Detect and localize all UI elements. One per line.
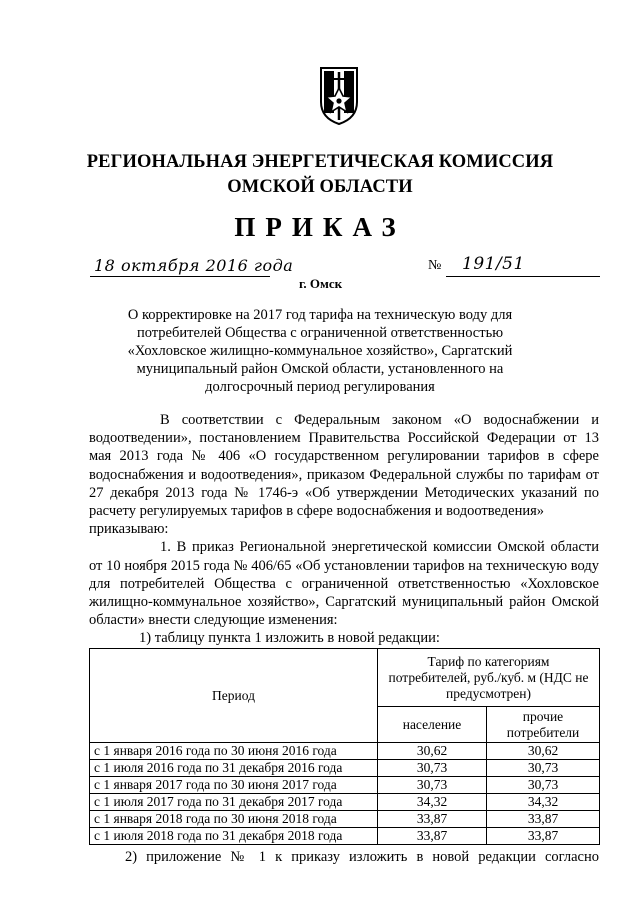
population-cell: 33,87	[378, 828, 487, 845]
order-body	[89, 411, 599, 648]
handwritten-date: 18 октября 2016 года	[94, 256, 294, 275]
handwritten-number: 191/51	[462, 254, 525, 274]
subject-line: «Хохловское жилищно-коммунальное хозяйство», Саргатский	[127, 343, 513, 359]
table-row	[90, 811, 600, 828]
item-1-subitem-1: 1) таблицу пункта 1 изложить в новой редакции:	[139, 630, 440, 647]
other-cell: 33,87	[487, 828, 600, 845]
period-cell: с 1 января 2018 года по 30 июня 2018 года	[90, 811, 378, 828]
subject-line: долгосрочный период регулирования	[205, 379, 435, 395]
other-cell: 30,73	[487, 777, 600, 794]
population-cell: 33,87	[378, 811, 487, 828]
coat-of-arms-icon	[318, 66, 360, 126]
table-row	[90, 794, 600, 811]
subject-line: О корректировке на 2017 год тарифа на техническую воду для	[127, 307, 513, 323]
table-row	[90, 743, 600, 760]
preamble: В соответствии с Федеральным законом «О водоснабжении и водоотведении», постановлением Правительства Российской Федерации от 13 мая 2013 года № 406 «О государственном регулировании тарифов в сфере водоснабжения и водоотведения», приказом Федеральной службы по тарифам от 27 декабря 2013 года № 1746-э «Об утверждении Методических указаний по расчету регулируемых тарифов в сфере водоснабжения и водоотведения»	[89, 412, 599, 520]
population-cell: 34,32	[378, 794, 487, 811]
header-population: население	[378, 707, 487, 743]
other-cell: 30,73	[487, 760, 600, 777]
subject-line: муниципальный район Омской области, установленного на	[136, 361, 504, 377]
city: г. Омск	[299, 276, 343, 291]
table-row	[90, 777, 600, 794]
organization-name-line1: РЕГИОНАЛЬНАЯ ЭНЕРГЕТИЧЕСКАЯ КОМИССИЯ	[86, 152, 554, 172]
other-cell: 30,62	[487, 743, 600, 760]
other-cell: 33,87	[487, 811, 600, 828]
document-title: ПРИКАЗ	[234, 212, 406, 242]
header-other: прочие потребители	[487, 707, 600, 743]
population-cell: 30,73	[378, 777, 487, 794]
order-subject	[80, 306, 560, 396]
period-cell: с 1 января 2017 года по 30 июня 2017 года	[90, 777, 378, 794]
organization-name-line2: ОМСКОЙ ОБЛАСТИ	[227, 177, 413, 197]
period-cell: с 1 июля 2016 года по 31 декабря 2016 года	[90, 760, 378, 777]
number-underline	[446, 276, 600, 277]
order-word: приказываю:	[89, 521, 169, 538]
period-cell: с 1 января 2016 года по 30 июня 2016 года	[90, 743, 378, 760]
date-underline	[90, 276, 270, 277]
table-row	[90, 828, 600, 845]
item-1: 1. В приказ Региональной энергетической комиссии Омской области от 10 ноября 2015 года № 406/65 «Об установлении тарифов на техническую воду для потребителей Общества с ограниченной ответственностью «Хохловское жилищно-коммунальное хозяйство», Саргатский муниципальный район Омской области» внести следующие изменения:	[89, 539, 599, 629]
subject-line: потребителей Общества с ограниченной ответственностью	[136, 325, 504, 341]
tariff-table	[89, 648, 600, 845]
population-cell: 30,73	[378, 760, 487, 777]
table-row	[90, 760, 600, 777]
population-cell: 30,62	[378, 743, 487, 760]
header-tariff: Тариф по категориям потребителей, руб./куб. м (НДС не предусмотрен)	[378, 649, 600, 707]
period-cell: с 1 июля 2017 года по 31 декабря 2017 года	[90, 794, 378, 811]
item-1-subitem-2: 2) приложение № 1 к приказу изложить в новой редакции согласно	[125, 849, 599, 865]
header-period: Период	[90, 649, 378, 743]
number-label: №	[428, 258, 442, 273]
period-cell: с 1 июля 2018 года по 31 декабря 2018 года	[90, 828, 378, 845]
other-cell: 34,32	[487, 794, 600, 811]
